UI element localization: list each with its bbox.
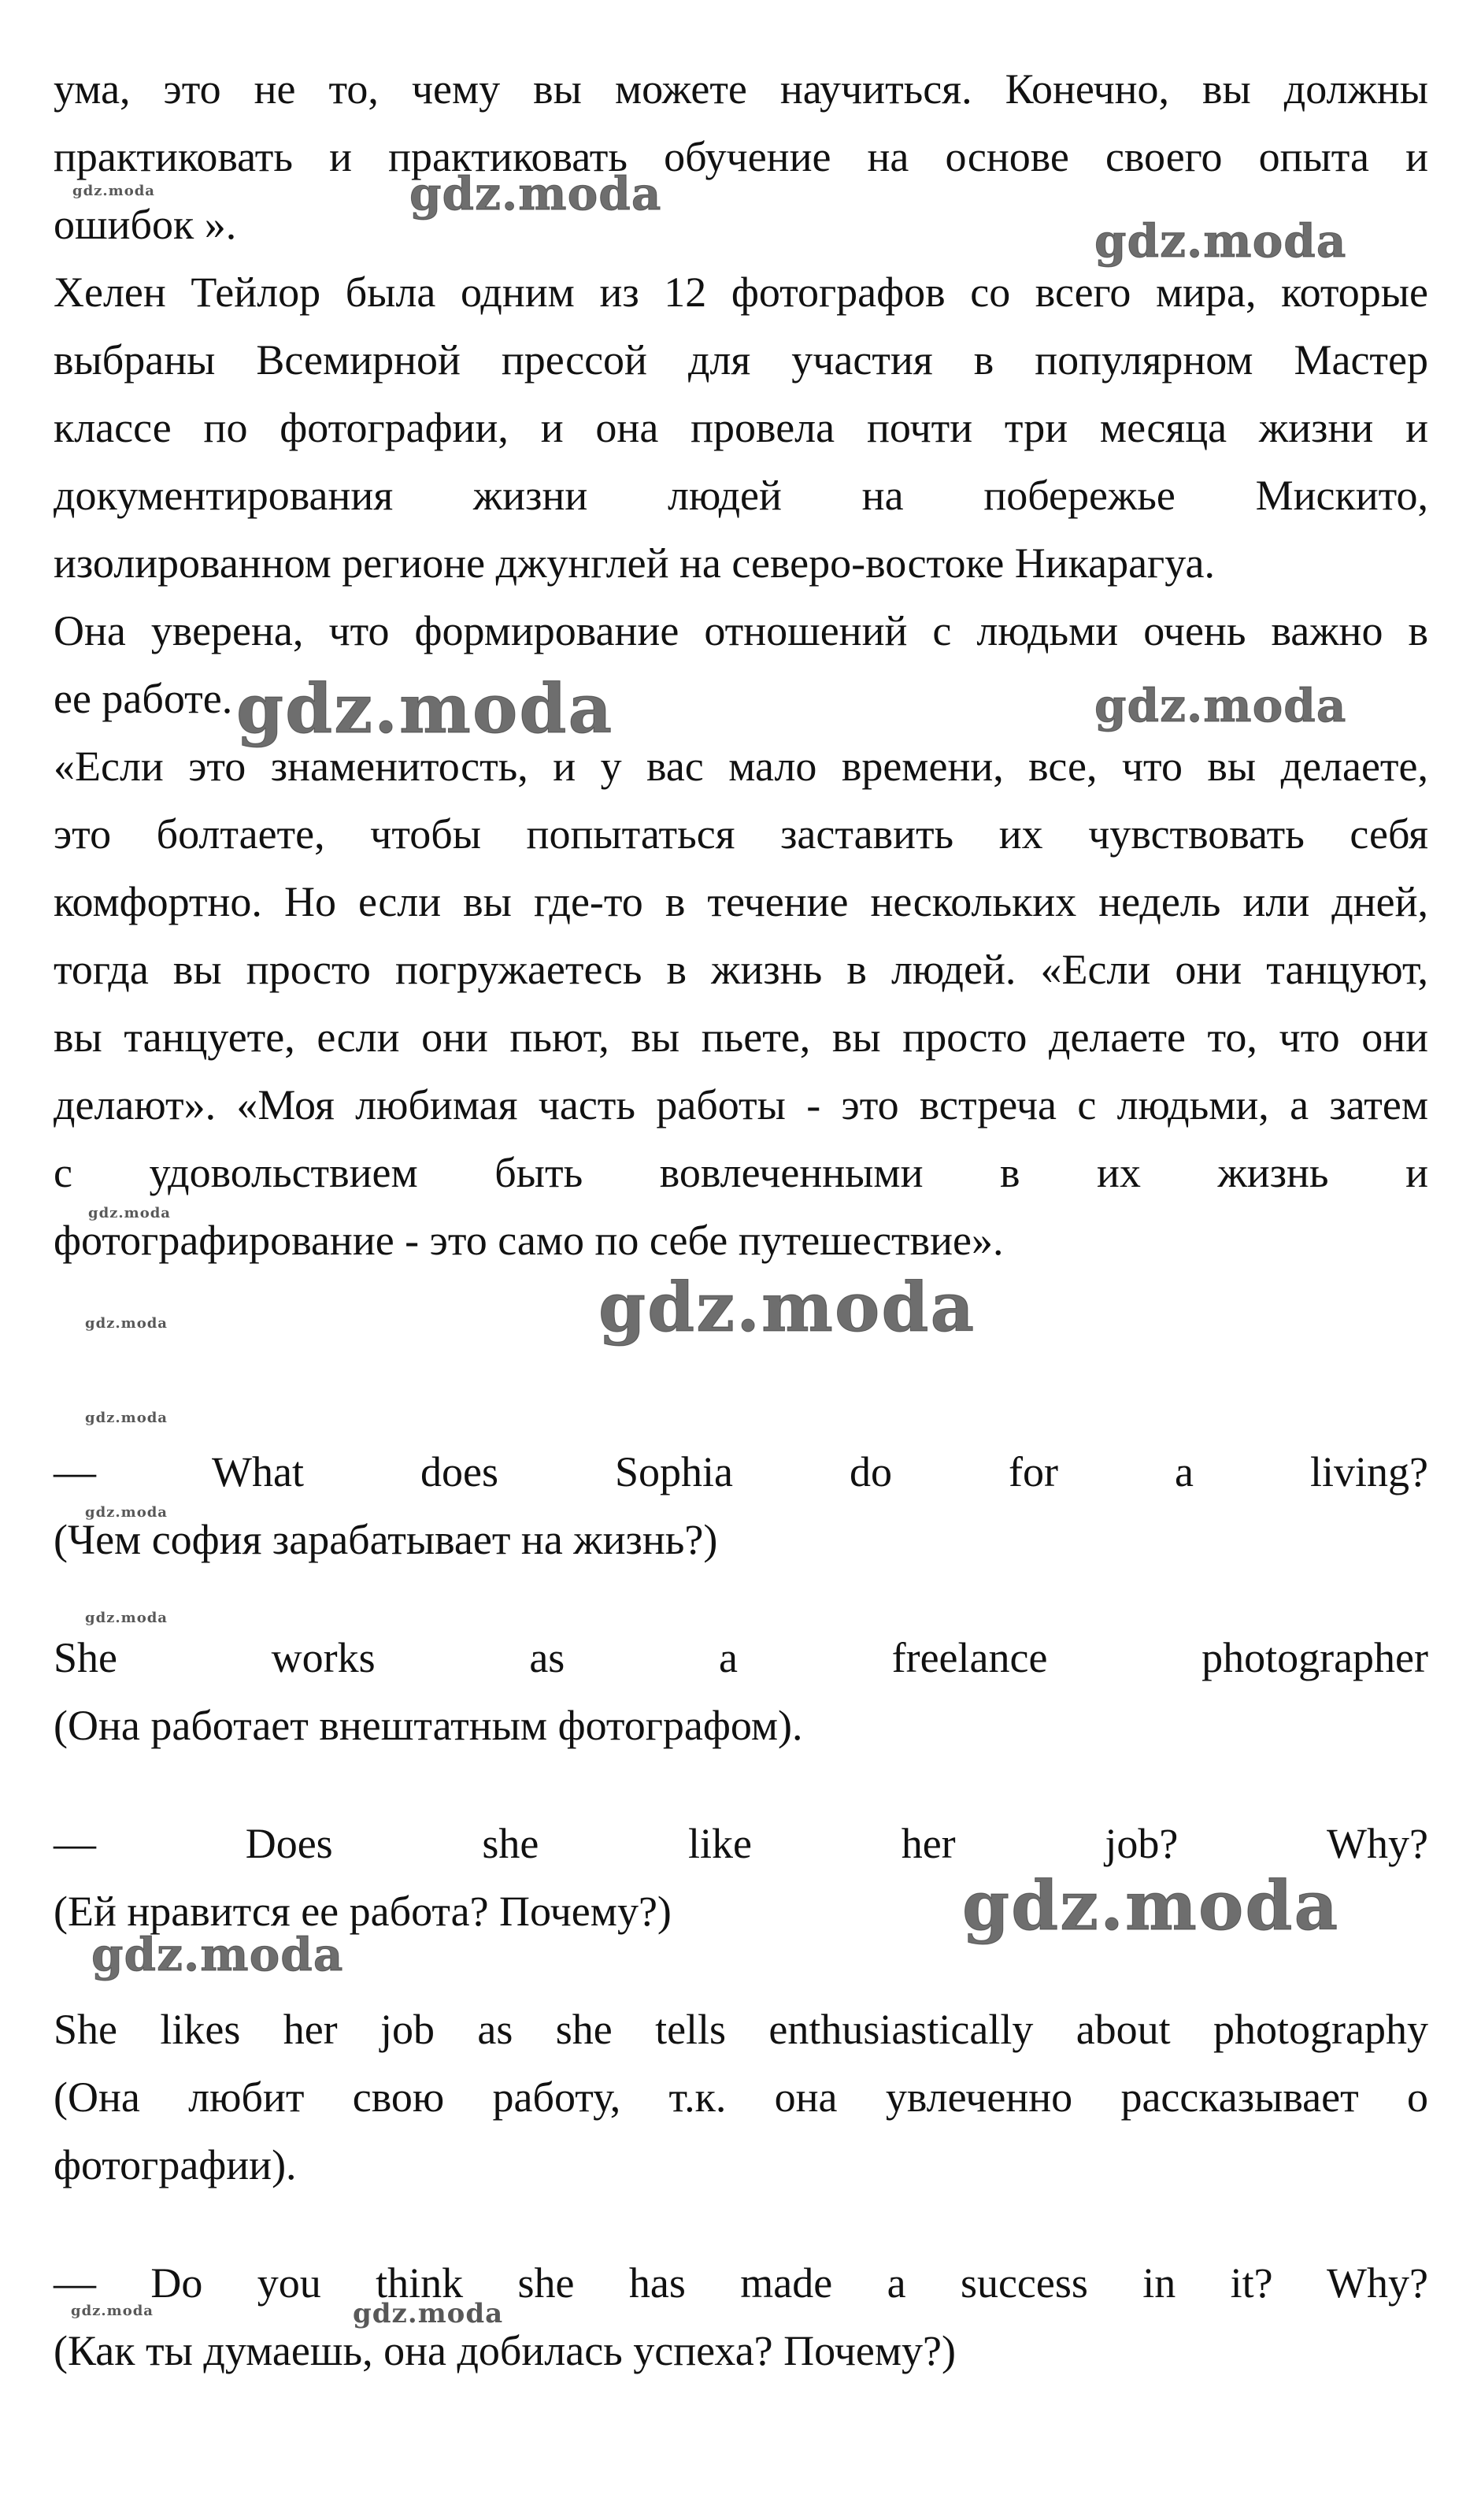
text-line-12: это болтаете, чтобы попытаться заставить их чувствовать себя xyxy=(54,810,1428,858)
question-3: — Do you think she has made a success in it? Why? xyxy=(54,2259,1428,2307)
text-line-3: ошибок ». xyxy=(54,201,237,248)
text-line-15: вы танцуете, если они пьют, вы пьете, вы просто делаете то, что они xyxy=(54,1014,1428,1061)
answer-1-ru: (Она работает внештатным фотографом). xyxy=(54,1702,803,1749)
text-line-14: тогда вы просто погружаетесь в жизнь в людей. «Если они танцуют, xyxy=(54,946,1428,993)
text-line-2: практиковать и практиковать обучение на основе своего опыта и xyxy=(54,133,1428,180)
text-line-5: выбраны Всемирной прессой для участия в популярном Мастер xyxy=(54,336,1428,384)
question-1: — What does Sophia do for a living? xyxy=(54,1448,1428,1495)
watermark-mid: gdz.moda xyxy=(1094,214,1347,268)
watermark-small: gdz.moda xyxy=(85,1610,168,1626)
answer-2-ru: (Она любит свою работу, т.к. она увлеченно рассказывает о xyxy=(54,2073,1428,2121)
text-line-7: документирования жизни людей на побережье Мискито, xyxy=(54,472,1428,519)
text-line-16: делают». «Моя любимая часть работы - это встреча с людьми, а затем xyxy=(54,1081,1428,1128)
text-line-17: с удовольствием быть вовлеченными в их жизнь и xyxy=(54,1149,1428,1196)
text-line-6: классе по фотографии, и она провела почти три месяца жизни и xyxy=(54,404,1428,451)
watermark-small: gdz.moda xyxy=(72,183,155,199)
text-line-8: изолированном регионе джунглей на северо-востоке Никарагуа. xyxy=(54,539,1215,587)
watermark-mid: gdz.moda xyxy=(409,167,662,220)
question-2-ru: (Ей нравится ее работа? Почему?) xyxy=(54,1888,672,1935)
text-line-1: ума, это не то, чему вы можете научиться. Конечно, вы должны xyxy=(54,65,1428,113)
question-2: — Does she like her job? Why? xyxy=(54,1820,1428,1867)
question-3-ru: (Как ты думаешь, она добилась успеха? Почему?) xyxy=(54,2327,956,2374)
text-line-11: «Если это знаменитость, и у вас мало времени, все, что вы делаете, xyxy=(54,743,1428,790)
watermark-small: gdz.moda xyxy=(71,2303,154,2319)
text-line-4: Хелен Тейлор была одним из 12 фотографов со всего мира, которые xyxy=(54,269,1428,316)
answer-2: She likes her job as she tells enthusiastically about photography xyxy=(54,2006,1428,2053)
question-1-ru: (Чем софия зарабатывает на жизнь?) xyxy=(54,1516,718,1563)
watermark-mid: gdz.moda xyxy=(91,1928,344,1981)
watermark-mid: gdz.moda xyxy=(1094,679,1347,732)
answer-1: She works as a freelance photographer xyxy=(54,1634,1428,1681)
watermark-big: gdz.moda xyxy=(236,669,614,749)
text-line-18: фотографирование - это само по себе путешествие». xyxy=(54,1217,1004,1264)
answer-2-ru-cont: фотографии). xyxy=(54,2141,297,2188)
text-line-13: комфортно. Но если вы где-то в течение нескольких недель или дней, xyxy=(54,878,1428,925)
watermark-small: gdz.moda xyxy=(353,2298,504,2329)
text-line-10: ее работе. xyxy=(54,675,233,722)
watermark-small: gdz.moda xyxy=(88,1205,171,1221)
watermark-small: gdz.moda xyxy=(85,1315,168,1332)
watermark-small: gdz.moda xyxy=(85,1410,168,1426)
watermark-big: gdz.moda xyxy=(598,1268,976,1347)
watermark-big: gdz.moda xyxy=(962,1866,1340,1946)
watermark-small: gdz.moda xyxy=(85,1504,168,1521)
text-line-9: Она уверена, что формирование отношений с людьми очень важно в xyxy=(54,607,1428,654)
